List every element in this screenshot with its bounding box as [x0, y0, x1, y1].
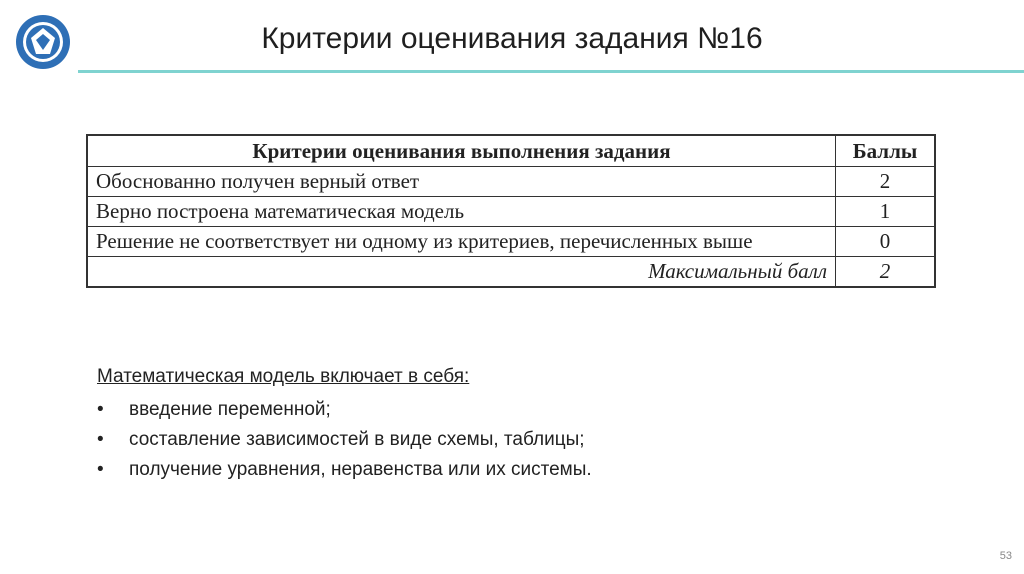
list-item-text: составление зависимостей в виде схемы, таблицы; [129, 429, 585, 450]
max-score-label: Максимальный балл [87, 257, 836, 288]
list-item [97, 425, 592, 455]
page-number: 53 [999, 550, 1012, 562]
max-score-row [87, 257, 935, 288]
score-cell: 1 [836, 197, 936, 227]
criterion-cell: Обоснованно получен верный ответ [87, 167, 836, 197]
title-underline [78, 70, 1024, 73]
bullet-marker: • [97, 399, 104, 420]
notes-list [97, 395, 592, 485]
list-item-text: введение переменной; [129, 399, 331, 420]
page-title: Критерии оценивания задания №16 [261, 22, 763, 55]
bullet-marker: • [97, 459, 104, 480]
table-row [87, 227, 935, 257]
table-row [87, 167, 935, 197]
header-criteria: Критерии оценивания выполнения задания [87, 135, 836, 167]
score-cell: 2 [836, 167, 936, 197]
table-row [87, 197, 935, 227]
table-header-row [87, 135, 935, 167]
criteria-table [86, 134, 936, 288]
list-item [97, 455, 592, 485]
notes-heading: Математическая модель включает в себя: [97, 366, 470, 387]
list-item-text: получение уравнения, неравенства или их системы. [129, 459, 592, 480]
score-cell: 0 [836, 227, 936, 257]
header-score: Баллы [836, 135, 936, 167]
max-score-value: 2 [836, 257, 936, 288]
list-item [97, 395, 592, 425]
model-notes [97, 363, 592, 485]
criterion-cell: Верно построена математическая модель [87, 197, 836, 227]
bullet-marker: • [97, 429, 104, 450]
criterion-cell: Решение не соответствует ни одному из критериев, перечисленных выше [87, 227, 836, 257]
